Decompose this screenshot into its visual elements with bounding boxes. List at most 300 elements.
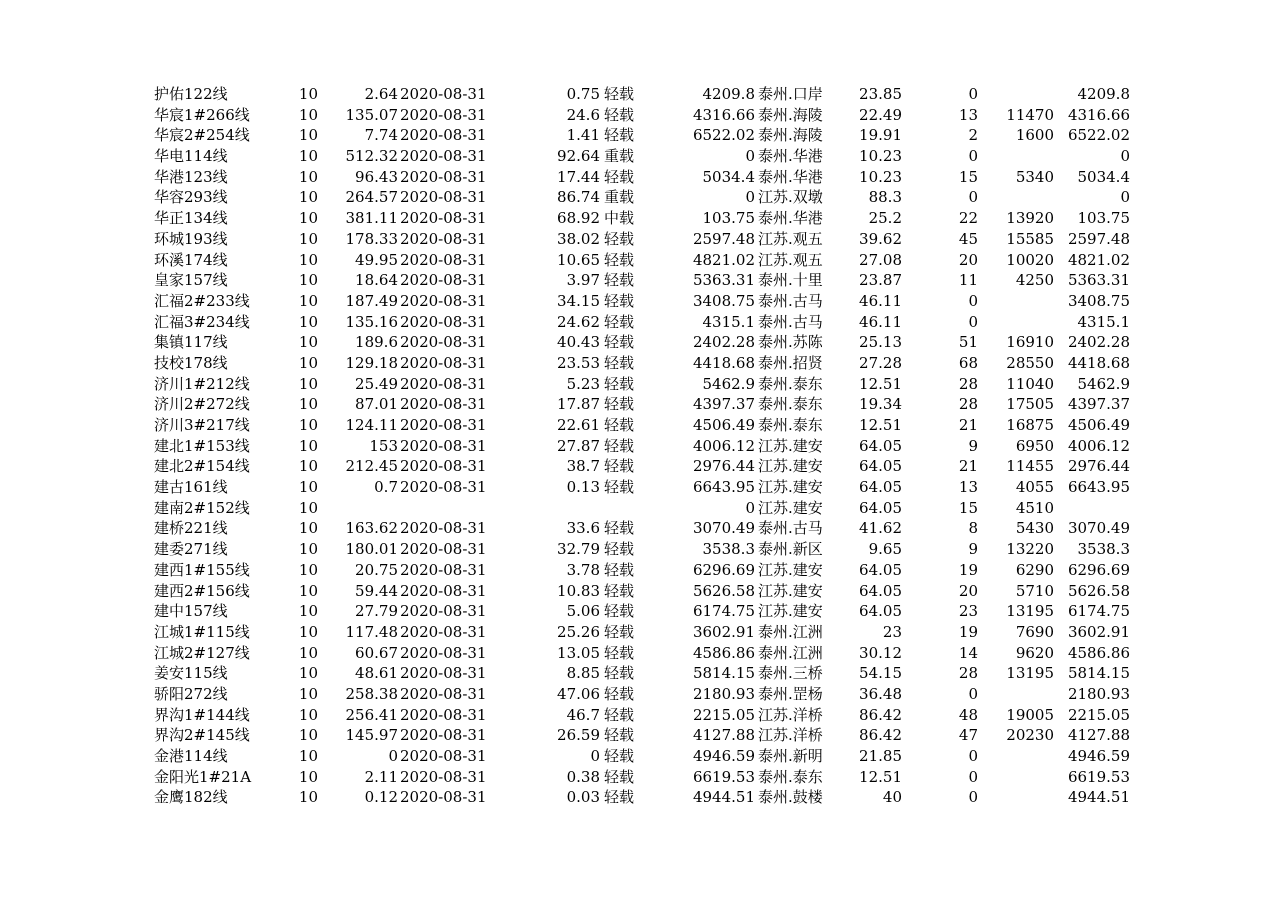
distance-cell[interactable]: 86.42 xyxy=(859,726,902,745)
length-cell[interactable]: 27.79 xyxy=(355,602,398,621)
count-cell[interactable]: 19 xyxy=(958,622,978,641)
count-cell[interactable]: 21 xyxy=(958,457,978,476)
total-value-cell[interactable]: 3602.91 xyxy=(1067,622,1130,641)
capacity-value-cell[interactable]: 3538.3 xyxy=(702,540,755,559)
voltage-cell[interactable]: 10 xyxy=(298,747,318,765)
load-rate-cell[interactable]: 5.06 xyxy=(566,602,600,621)
total-value-cell[interactable]: 0 xyxy=(1120,147,1130,166)
substation-cell[interactable]: 泰州.江洲 xyxy=(758,643,823,662)
capacity-value-cell[interactable]: 6174.75 xyxy=(692,602,755,621)
capacity-value-cell[interactable]: 6522.02 xyxy=(692,126,755,145)
count-cell[interactable]: 0 xyxy=(968,291,978,310)
total-value-cell[interactable]: 4315.1 xyxy=(1077,312,1130,331)
date-cell[interactable]: 2020-08-31 xyxy=(400,271,487,290)
date-cell[interactable]: 2020-08-31 xyxy=(400,374,487,393)
date-cell[interactable]: 2020-08-31 xyxy=(400,395,487,414)
capacity-value-cell[interactable]: 6296.69 xyxy=(692,560,755,579)
installed-capacity-cell[interactable]: 5710 xyxy=(1015,581,1054,600)
installed-capacity-cell[interactable]: 4250 xyxy=(1015,271,1054,290)
load-status-cell[interactable]: 轻载 xyxy=(604,271,635,290)
total-value-cell[interactable]: 4397.37 xyxy=(1067,395,1130,414)
capacity-value-cell[interactable]: 4586.86 xyxy=(692,643,755,662)
date-cell[interactable]: 2020-08-31 xyxy=(400,622,487,641)
load-rate-cell[interactable]: 3.97 xyxy=(566,271,600,290)
total-value-cell[interactable]: 4418.68 xyxy=(1067,353,1130,372)
load-rate-cell[interactable]: 25.26 xyxy=(557,622,600,641)
load-status-cell[interactable]: 轻载 xyxy=(604,581,635,600)
total-value-cell[interactable]: 4506.49 xyxy=(1067,416,1130,434)
load-rate-cell[interactable]: 0.03 xyxy=(566,788,600,807)
voltage-cell[interactable]: 10 xyxy=(298,705,318,724)
load-rate-cell[interactable]: 1.41 xyxy=(566,126,600,145)
distance-cell[interactable]: 23.87 xyxy=(859,271,902,290)
length-cell[interactable]: 60.67 xyxy=(355,643,398,662)
count-cell[interactable]: 28 xyxy=(958,374,978,393)
load-status-cell[interactable]: 轻载 xyxy=(604,436,635,455)
voltage-cell[interactable]: 10 xyxy=(298,581,318,600)
length-cell[interactable]: 212.45 xyxy=(345,457,398,476)
date-cell[interactable]: 2020-08-31 xyxy=(400,147,487,166)
installed-capacity-cell[interactable]: 5430 xyxy=(1015,519,1054,538)
substation-cell[interactable]: 泰州.江洲 xyxy=(758,622,823,641)
substation-cell[interactable]: 泰州.海陵 xyxy=(758,105,823,124)
voltage-cell[interactable]: 10 xyxy=(298,353,318,372)
count-cell[interactable]: 22 xyxy=(958,209,978,228)
capacity-value-cell[interactable]: 4821.02 xyxy=(692,250,755,269)
substation-cell[interactable]: 泰州.华港 xyxy=(758,167,823,186)
capacity-value-cell[interactable]: 3602.91 xyxy=(692,622,755,641)
length-cell[interactable]: 49.95 xyxy=(355,250,398,269)
substation-cell[interactable]: 泰州.华港 xyxy=(758,209,823,228)
substation-cell[interactable]: 江苏.观五 xyxy=(758,250,823,269)
count-cell[interactable]: 28 xyxy=(958,664,978,683)
count-cell[interactable]: 20 xyxy=(958,250,978,269)
substation-cell[interactable]: 泰州.泰东 xyxy=(758,767,823,786)
capacity-value-cell[interactable]: 5626.58 xyxy=(692,581,755,600)
total-value-cell[interactable]: 6643.95 xyxy=(1067,478,1130,497)
length-cell[interactable]: 187.49 xyxy=(345,291,398,310)
capacity-value-cell[interactable]: 2402.28 xyxy=(692,333,755,352)
capacity-value-cell[interactable]: 4316.66 xyxy=(692,105,755,124)
load-status-cell[interactable]: 轻载 xyxy=(604,540,635,559)
total-value-cell[interactable]: 4209.8 xyxy=(1077,85,1130,103)
substation-cell[interactable]: 江苏.建安 xyxy=(758,602,823,621)
voltage-cell[interactable]: 10 xyxy=(298,788,318,807)
length-cell[interactable]: 135.07 xyxy=(345,105,398,124)
distance-cell[interactable]: 19.91 xyxy=(859,126,902,145)
installed-capacity-cell[interactable]: 11470 xyxy=(1006,105,1054,124)
distance-cell[interactable]: 22.49 xyxy=(859,105,902,124)
load-status-cell[interactable]: 轻载 xyxy=(604,602,635,621)
load-status-cell[interactable]: 轻载 xyxy=(604,705,635,724)
capacity-value-cell[interactable]: 6643.95 xyxy=(692,478,755,497)
length-cell[interactable]: 258.38 xyxy=(345,684,398,703)
voltage-cell[interactable]: 10 xyxy=(298,540,318,559)
capacity-value-cell[interactable]: 4944.51 xyxy=(692,788,755,807)
count-cell[interactable]: 15 xyxy=(958,498,978,517)
capacity-value-cell[interactable]: 2180.93 xyxy=(692,684,755,703)
length-cell[interactable]: 135.16 xyxy=(345,312,398,331)
count-cell[interactable]: 23 xyxy=(958,602,978,621)
count-cell[interactable]: 45 xyxy=(958,229,978,248)
capacity-value-cell[interactable]: 4315.1 xyxy=(702,312,755,331)
count-cell[interactable]: 0 xyxy=(968,188,978,207)
load-rate-cell[interactable]: 17.44 xyxy=(557,167,600,186)
load-rate-cell[interactable]: 32.79 xyxy=(557,540,600,559)
load-rate-cell[interactable]: 0.38 xyxy=(566,767,600,786)
load-status-cell[interactable]: 轻载 xyxy=(604,664,635,683)
distance-cell[interactable]: 25.13 xyxy=(859,333,902,352)
installed-capacity-cell[interactable]: 11455 xyxy=(1006,457,1054,476)
substation-cell[interactable]: 泰州.罡杨 xyxy=(758,684,823,703)
total-value-cell[interactable]: 2402.28 xyxy=(1067,333,1130,352)
load-status-cell[interactable]: 轻载 xyxy=(604,684,635,703)
installed-capacity-cell[interactable]: 17505 xyxy=(1006,395,1054,414)
load-rate-cell[interactable]: 10.83 xyxy=(557,581,600,600)
capacity-value-cell[interactable]: 6619.53 xyxy=(692,767,755,786)
substation-cell[interactable]: 泰州.古马 xyxy=(758,519,823,538)
substation-cell[interactable]: 泰州.新区 xyxy=(758,540,823,559)
length-cell[interactable]: 59.44 xyxy=(355,581,398,600)
capacity-value-cell[interactable]: 4418.68 xyxy=(692,353,755,372)
capacity-value-cell[interactable]: 4006.12 xyxy=(692,436,755,455)
voltage-cell[interactable]: 10 xyxy=(298,167,318,186)
installed-capacity-cell[interactable]: 7690 xyxy=(1015,622,1054,641)
line-name-cell[interactable]: 界沟2#145线 xyxy=(154,726,250,745)
distance-cell[interactable]: 23 xyxy=(882,622,902,641)
substation-cell[interactable]: 泰州.鼓楼 xyxy=(758,788,823,807)
count-cell[interactable]: 9 xyxy=(968,540,978,559)
voltage-cell[interactable]: 10 xyxy=(298,519,318,538)
date-cell[interactable]: 2020-08-31 xyxy=(400,684,487,703)
load-rate-cell[interactable]: 92.64 xyxy=(557,147,600,166)
date-cell[interactable]: 2020-08-31 xyxy=(400,167,487,186)
voltage-cell[interactable]: 10 xyxy=(298,684,318,703)
date-cell[interactable]: 2020-08-31 xyxy=(400,788,487,807)
date-cell[interactable]: 2020-08-31 xyxy=(400,353,487,372)
distance-cell[interactable]: 25.2 xyxy=(868,209,902,228)
line-name-cell[interactable]: 环溪174线 xyxy=(154,250,228,269)
length-cell[interactable]: 178.33 xyxy=(345,229,398,248)
load-status-cell[interactable]: 轻载 xyxy=(604,478,635,497)
length-cell[interactable]: 163.62 xyxy=(345,519,398,538)
date-cell[interactable]: 2020-08-31 xyxy=(400,85,487,103)
date-cell[interactable]: 2020-08-31 xyxy=(400,333,487,352)
distance-cell[interactable]: 64.05 xyxy=(859,436,902,455)
installed-capacity-cell[interactable]: 15585 xyxy=(1006,229,1054,248)
line-name-cell[interactable]: 济川3#217线 xyxy=(154,416,250,434)
load-rate-cell[interactable]: 5.23 xyxy=(566,374,600,393)
distance-cell[interactable]: 64.05 xyxy=(859,581,902,600)
substation-cell[interactable]: 泰州.古马 xyxy=(758,312,823,331)
length-cell[interactable]: 381.11 xyxy=(345,209,398,228)
total-value-cell[interactable]: 5363.31 xyxy=(1067,271,1130,290)
load-status-cell[interactable]: 轻载 xyxy=(604,374,635,393)
load-status-cell[interactable]: 轻载 xyxy=(604,767,635,786)
line-name-cell[interactable]: 汇福2#233线 xyxy=(154,291,250,310)
date-cell[interactable]: 2020-08-31 xyxy=(400,457,487,476)
installed-capacity-cell[interactable]: 13195 xyxy=(1006,602,1054,621)
line-name-cell[interactable]: 建西2#156线 xyxy=(154,581,250,600)
line-name-cell[interactable]: 华容293线 xyxy=(154,188,228,207)
line-name-cell[interactable]: 江城1#115线 xyxy=(154,622,250,641)
distance-cell[interactable]: 41.62 xyxy=(859,519,902,538)
capacity-value-cell[interactable]: 2976.44 xyxy=(692,457,755,476)
installed-capacity-cell[interactable]: 10020 xyxy=(1006,250,1054,269)
substation-cell[interactable]: 江苏.建安 xyxy=(758,436,823,455)
length-cell[interactable]: 124.11 xyxy=(345,416,398,434)
load-rate-cell[interactable]: 0 xyxy=(590,747,600,765)
length-cell[interactable]: 129.18 xyxy=(345,353,398,372)
count-cell[interactable]: 21 xyxy=(958,416,978,434)
capacity-value-cell[interactable]: 3070.49 xyxy=(692,519,755,538)
date-cell[interactable]: 2020-08-31 xyxy=(400,726,487,745)
installed-capacity-cell[interactable]: 16875 xyxy=(1006,416,1054,434)
installed-capacity-cell[interactable]: 16910 xyxy=(1006,333,1054,352)
total-value-cell[interactable]: 2180.93 xyxy=(1067,684,1130,703)
voltage-cell[interactable]: 10 xyxy=(298,126,318,145)
load-status-cell[interactable]: 轻载 xyxy=(604,622,635,641)
count-cell[interactable]: 14 xyxy=(958,643,978,662)
count-cell[interactable]: 20 xyxy=(958,581,978,600)
load-status-cell[interactable]: 轻载 xyxy=(604,747,635,765)
date-cell[interactable]: 2020-08-31 xyxy=(400,560,487,579)
capacity-value-cell[interactable]: 4209.8 xyxy=(702,85,755,103)
line-name-cell[interactable]: 建南2#152线 xyxy=(154,498,250,517)
installed-capacity-cell[interactable]: 19005 xyxy=(1006,705,1054,724)
date-cell[interactable]: 2020-08-31 xyxy=(400,229,487,248)
line-name-cell[interactable]: 华港123线 xyxy=(154,167,228,186)
substation-cell[interactable]: 泰州.华港 xyxy=(758,147,823,166)
distance-cell[interactable]: 46.11 xyxy=(859,291,902,310)
capacity-value-cell[interactable]: 2597.48 xyxy=(692,229,755,248)
distance-cell[interactable]: 12.51 xyxy=(859,767,902,786)
voltage-cell[interactable]: 10 xyxy=(298,395,318,414)
total-value-cell[interactable]: 3070.49 xyxy=(1067,519,1130,538)
date-cell[interactable]: 2020-08-31 xyxy=(400,602,487,621)
distance-cell[interactable]: 27.28 xyxy=(859,353,902,372)
installed-capacity-cell[interactable]: 13920 xyxy=(1006,209,1054,228)
load-rate-cell[interactable] xyxy=(520,498,600,519)
distance-cell[interactable]: 27.08 xyxy=(859,250,902,269)
capacity-value-cell[interactable]: 0 xyxy=(745,147,755,166)
total-value-cell[interactable]: 2976.44 xyxy=(1067,457,1130,476)
capacity-value-cell[interactable]: 4397.37 xyxy=(692,395,755,414)
load-rate-cell[interactable]: 68.92 xyxy=(557,209,600,228)
total-value-cell[interactable]: 2597.48 xyxy=(1067,229,1130,248)
load-status-cell[interactable]: 轻载 xyxy=(604,85,635,103)
voltage-cell[interactable]: 10 xyxy=(298,250,318,269)
line-name-cell[interactable]: 华宸1#266线 xyxy=(154,105,250,124)
load-status-cell[interactable]: 轻载 xyxy=(604,291,635,310)
load-rate-cell[interactable]: 40.43 xyxy=(557,333,600,352)
voltage-cell[interactable]: 10 xyxy=(298,602,318,621)
load-rate-cell[interactable]: 38.7 xyxy=(566,457,600,476)
total-value-cell[interactable]: 4316.66 xyxy=(1067,105,1130,124)
length-cell[interactable]: 2.11 xyxy=(364,767,398,786)
capacity-value-cell[interactable]: 4946.59 xyxy=(692,747,755,765)
capacity-value-cell[interactable]: 0 xyxy=(745,498,755,517)
line-name-cell[interactable]: 骄阳272线 xyxy=(154,684,228,703)
substation-cell[interactable]: 泰州.十里 xyxy=(758,271,823,290)
substation-cell[interactable]: 江苏.建安 xyxy=(758,457,823,476)
load-rate-cell[interactable]: 26.59 xyxy=(557,726,600,745)
length-cell[interactable]: 2.64 xyxy=(364,85,398,103)
voltage-cell[interactable]: 10 xyxy=(298,767,318,786)
voltage-cell[interactable]: 10 xyxy=(298,498,318,517)
distance-cell[interactable]: 19.34 xyxy=(859,395,902,414)
load-status-cell[interactable]: 轻载 xyxy=(604,126,635,145)
installed-capacity-cell[interactable]: 4510 xyxy=(1015,498,1054,517)
line-name-cell[interactable]: 皇家157线 xyxy=(154,271,228,290)
line-name-cell[interactable]: 济川2#272线 xyxy=(154,395,250,414)
total-value-cell[interactable]: 3408.75 xyxy=(1067,291,1130,310)
length-cell[interactable]: 7.74 xyxy=(364,126,398,145)
line-name-cell[interactable]: 江城2#127线 xyxy=(154,643,250,662)
load-status-cell[interactable] xyxy=(604,498,644,519)
total-value-cell[interactable]: 2215.05 xyxy=(1067,705,1130,724)
date-cell[interactable]: 2020-08-31 xyxy=(400,126,487,145)
voltage-cell[interactable]: 10 xyxy=(298,209,318,228)
line-name-cell[interactable]: 金阳光1#21A xyxy=(154,767,252,786)
total-value-cell[interactable]: 6174.75 xyxy=(1067,602,1130,621)
distance-cell[interactable]: 54.15 xyxy=(859,664,902,683)
distance-cell[interactable]: 86.42 xyxy=(859,705,902,724)
load-status-cell[interactable]: 轻载 xyxy=(604,560,635,579)
line-name-cell[interactable]: 建中157线 xyxy=(154,602,228,621)
installed-capacity-cell[interactable]: 11040 xyxy=(1006,374,1054,393)
capacity-value-cell[interactable]: 4127.88 xyxy=(692,726,755,745)
installed-capacity-cell[interactable]: 9620 xyxy=(1015,643,1054,662)
total-value-cell[interactable]: 6522.02 xyxy=(1067,126,1130,145)
substation-cell[interactable]: 江苏.建安 xyxy=(758,498,823,517)
load-rate-cell[interactable]: 22.61 xyxy=(557,416,600,434)
load-rate-cell[interactable]: 3.78 xyxy=(566,560,600,579)
line-name-cell[interactable]: 建北1#153线 xyxy=(154,436,250,455)
count-cell[interactable]: 19 xyxy=(958,560,978,579)
voltage-cell[interactable]: 10 xyxy=(298,726,318,745)
count-cell[interactable]: 0 xyxy=(968,747,978,765)
count-cell[interactable]: 0 xyxy=(968,767,978,786)
substation-cell[interactable]: 江苏.双墩 xyxy=(758,188,823,207)
distance-cell[interactable]: 64.05 xyxy=(859,602,902,621)
installed-capacity-cell[interactable]: 1600 xyxy=(1015,126,1054,145)
date-cell[interactable]: 2020-08-31 xyxy=(400,747,487,765)
substation-cell[interactable]: 江苏.洋桥 xyxy=(758,705,823,724)
length-cell[interactable]: 512.32 xyxy=(345,147,398,166)
total-value-cell[interactable]: 6619.53 xyxy=(1067,767,1130,786)
capacity-value-cell[interactable]: 103.75 xyxy=(702,209,755,228)
count-cell[interactable]: 0 xyxy=(968,85,978,103)
voltage-cell[interactable]: 10 xyxy=(298,643,318,662)
installed-capacity-cell[interactable] xyxy=(990,746,1054,767)
count-cell[interactable]: 48 xyxy=(958,705,978,724)
line-name-cell[interactable]: 华电114线 xyxy=(154,147,228,166)
distance-cell[interactable]: 10.23 xyxy=(859,147,902,166)
line-name-cell[interactable]: 建委271线 xyxy=(154,540,228,559)
voltage-cell[interactable]: 10 xyxy=(298,229,318,248)
load-status-cell[interactable]: 轻载 xyxy=(604,312,635,331)
count-cell[interactable]: 68 xyxy=(958,353,978,372)
load-rate-cell[interactable]: 10.65 xyxy=(557,250,600,269)
count-cell[interactable]: 8 xyxy=(968,519,978,538)
load-rate-cell[interactable]: 17.87 xyxy=(557,395,600,414)
load-rate-cell[interactable]: 8.85 xyxy=(566,664,600,683)
voltage-cell[interactable]: 10 xyxy=(298,312,318,331)
date-cell[interactable]: 2020-08-31 xyxy=(400,581,487,600)
substation-cell[interactable]: 泰州.海陵 xyxy=(758,126,823,145)
line-name-cell[interactable]: 汇福3#234线 xyxy=(154,312,250,331)
substation-cell[interactable]: 泰州.泰东 xyxy=(758,374,823,393)
line-name-cell[interactable]: 界沟1#144线 xyxy=(154,705,250,724)
capacity-value-cell[interactable]: 2215.05 xyxy=(692,705,755,724)
distance-cell[interactable]: 64.05 xyxy=(859,560,902,579)
total-value-cell[interactable]: 5462.9 xyxy=(1077,374,1130,393)
count-cell[interactable]: 0 xyxy=(968,312,978,331)
capacity-value-cell[interactable]: 4506.49 xyxy=(692,416,755,434)
voltage-cell[interactable]: 10 xyxy=(298,416,318,434)
line-name-cell[interactable]: 建桥221线 xyxy=(154,519,228,538)
installed-capacity-cell[interactable]: 13220 xyxy=(1006,540,1054,559)
count-cell[interactable]: 0 xyxy=(968,788,978,807)
voltage-cell[interactable]: 10 xyxy=(298,188,318,207)
substation-cell[interactable]: 泰州.苏陈 xyxy=(758,333,823,352)
distance-cell[interactable]: 21.85 xyxy=(859,747,902,765)
count-cell[interactable]: 28 xyxy=(958,395,978,414)
date-cell[interactable]: 2020-08-31 xyxy=(400,705,487,724)
count-cell[interactable]: 13 xyxy=(958,105,978,124)
load-rate-cell[interactable]: 47.06 xyxy=(557,684,600,703)
total-value-cell[interactable]: 103.75 xyxy=(1077,209,1130,228)
load-status-cell[interactable]: 轻载 xyxy=(604,229,635,248)
count-cell[interactable]: 13 xyxy=(958,478,978,497)
substation-cell[interactable]: 泰州.古马 xyxy=(758,291,823,310)
load-status-cell[interactable]: 中载 xyxy=(604,209,635,228)
installed-capacity-cell[interactable] xyxy=(990,84,1054,105)
date-cell[interactable] xyxy=(400,498,520,519)
line-name-cell[interactable]: 金鹰182线 xyxy=(154,788,228,807)
distance-cell[interactable]: 40 xyxy=(882,788,902,807)
line-name-cell[interactable]: 华宸2#254线 xyxy=(154,126,250,145)
installed-capacity-cell[interactable]: 6950 xyxy=(1015,436,1054,455)
substation-cell[interactable]: 江苏.洋桥 xyxy=(758,726,823,745)
count-cell[interactable]: 47 xyxy=(958,726,978,745)
total-value-cell[interactable]: 3538.3 xyxy=(1077,540,1130,559)
substation-cell[interactable]: 泰州.口岸 xyxy=(758,85,823,103)
total-value-cell[interactable]: 5034.4 xyxy=(1077,167,1130,186)
total-value-cell[interactable]: 0 xyxy=(1120,188,1130,207)
voltage-cell[interactable]: 10 xyxy=(298,105,318,124)
total-value-cell[interactable]: 6296.69 xyxy=(1067,560,1130,579)
count-cell[interactable]: 2 xyxy=(968,126,978,145)
total-value-cell[interactable]: 5814.15 xyxy=(1067,664,1130,683)
date-cell[interactable]: 2020-08-31 xyxy=(400,291,487,310)
length-cell[interactable]: 0.7 xyxy=(374,478,398,497)
installed-capacity-cell[interactable] xyxy=(990,312,1054,333)
substation-cell[interactable]: 泰州.招贤 xyxy=(758,353,823,372)
length-cell[interactable]: 264.57 xyxy=(345,188,398,207)
load-rate-cell[interactable]: 86.74 xyxy=(557,188,600,207)
voltage-cell[interactable]: 10 xyxy=(298,374,318,393)
total-value-cell[interactable] xyxy=(1058,498,1130,519)
length-cell[interactable]: 180.01 xyxy=(345,540,398,559)
date-cell[interactable]: 2020-08-31 xyxy=(400,767,487,786)
substation-cell[interactable]: 江苏.观五 xyxy=(758,229,823,248)
load-rate-cell[interactable]: 13.05 xyxy=(557,643,600,662)
voltage-cell[interactable]: 10 xyxy=(298,560,318,579)
load-rate-cell[interactable]: 33.6 xyxy=(566,519,600,538)
installed-capacity-cell[interactable] xyxy=(990,291,1054,312)
